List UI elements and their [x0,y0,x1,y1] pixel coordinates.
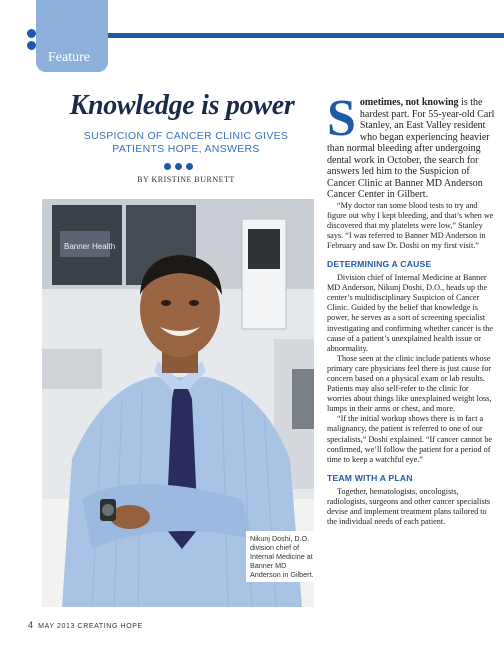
paragraph: Those seen at the clinic include patients whose primary care physicians feel there is just cause for concern based on a physical exam or lab results. Patients may also self-refer to the clinic for worries about things like unexplained weight loss, lumps in their arms or chest, and more. [327,353,492,414]
article-subtitle: SUSPICION OF CANCER CLINIC GIVES PATIENTS HOPE, ANSWERS [83,130,289,155]
photo-caption: Nikunj Doshi, D.O. division chief of Internal Medicine at Banner MD Anderson in Gilbert. [246,531,318,582]
byline-dots [164,163,204,171]
drop-cap: S [327,90,356,147]
page-number: 4 [28,620,34,630]
header-rule [90,33,504,38]
publication-name: MAY 2013 CREATING HOPE [38,623,143,630]
paragraph: Together, hematologists, oncologists, radiologists, surgeons and other cancer specialists devise and implement treatment plans tailored to the individual needs of each patient. [327,486,491,527]
paragraph: “If the initial workup shows there is in fact a malignancy, the patient is referred to one of our specialists,” Doshi explained. “If cancer cannot be confirmed, we’ll follow the patient for a period of time to keep a watchful eye.” [327,414,493,464]
lead-rest: is the hardest part. For 55-year-old Carl Stanley, an East Valley resident who began experiencing heavier than normal bleeding after undergoing dental work in October, the search for answers led him to the Suspicion of Cancer Clinic at Banner MD Anderson Cancer Center in Gilbert. [327,97,495,200]
article-title: Knowledge is power [69,90,295,121]
dot [164,163,171,170]
page-footer [28,620,143,630]
paragraph: “My doctor ran some blood tests to try and figure out why I kept bleeding, and that’s when we discovered that my platelets were low,” Stanley says. “I was referred to Banner MD Anderson in February and saw Dr. Doshi on my first visit.” [327,200,494,250]
dot [27,41,36,50]
wall-sign: Banner Health [64,242,116,251]
dot [27,29,36,38]
decorative-dots [27,29,37,57]
lead-bold: ometimes, not knowing [359,97,459,108]
dot [175,163,182,170]
paragraph: Division chief of Internal Medicine at Banner MD Anderson, Nikunj Doshi, D.O., heads up the center’s multidisciplinary Suspicion of Cancer Clinic. Guided by the belief that knowledge is power, he serves as a sort of screening specialist investigating and confirming whether cancer is the cause of a patient’s unexplained health issue or abnormality. [327,273,493,353]
section-heading: DETERMINING A CAUSE [327,258,432,269]
section-heading: TEAM WITH A PLAN [327,472,413,483]
dot [186,163,193,170]
section-tab [36,0,108,72]
byline: BY KRISTINE BURNETT [137,175,235,184]
section-label: Feature [48,50,90,65]
article-body [327,90,495,527]
